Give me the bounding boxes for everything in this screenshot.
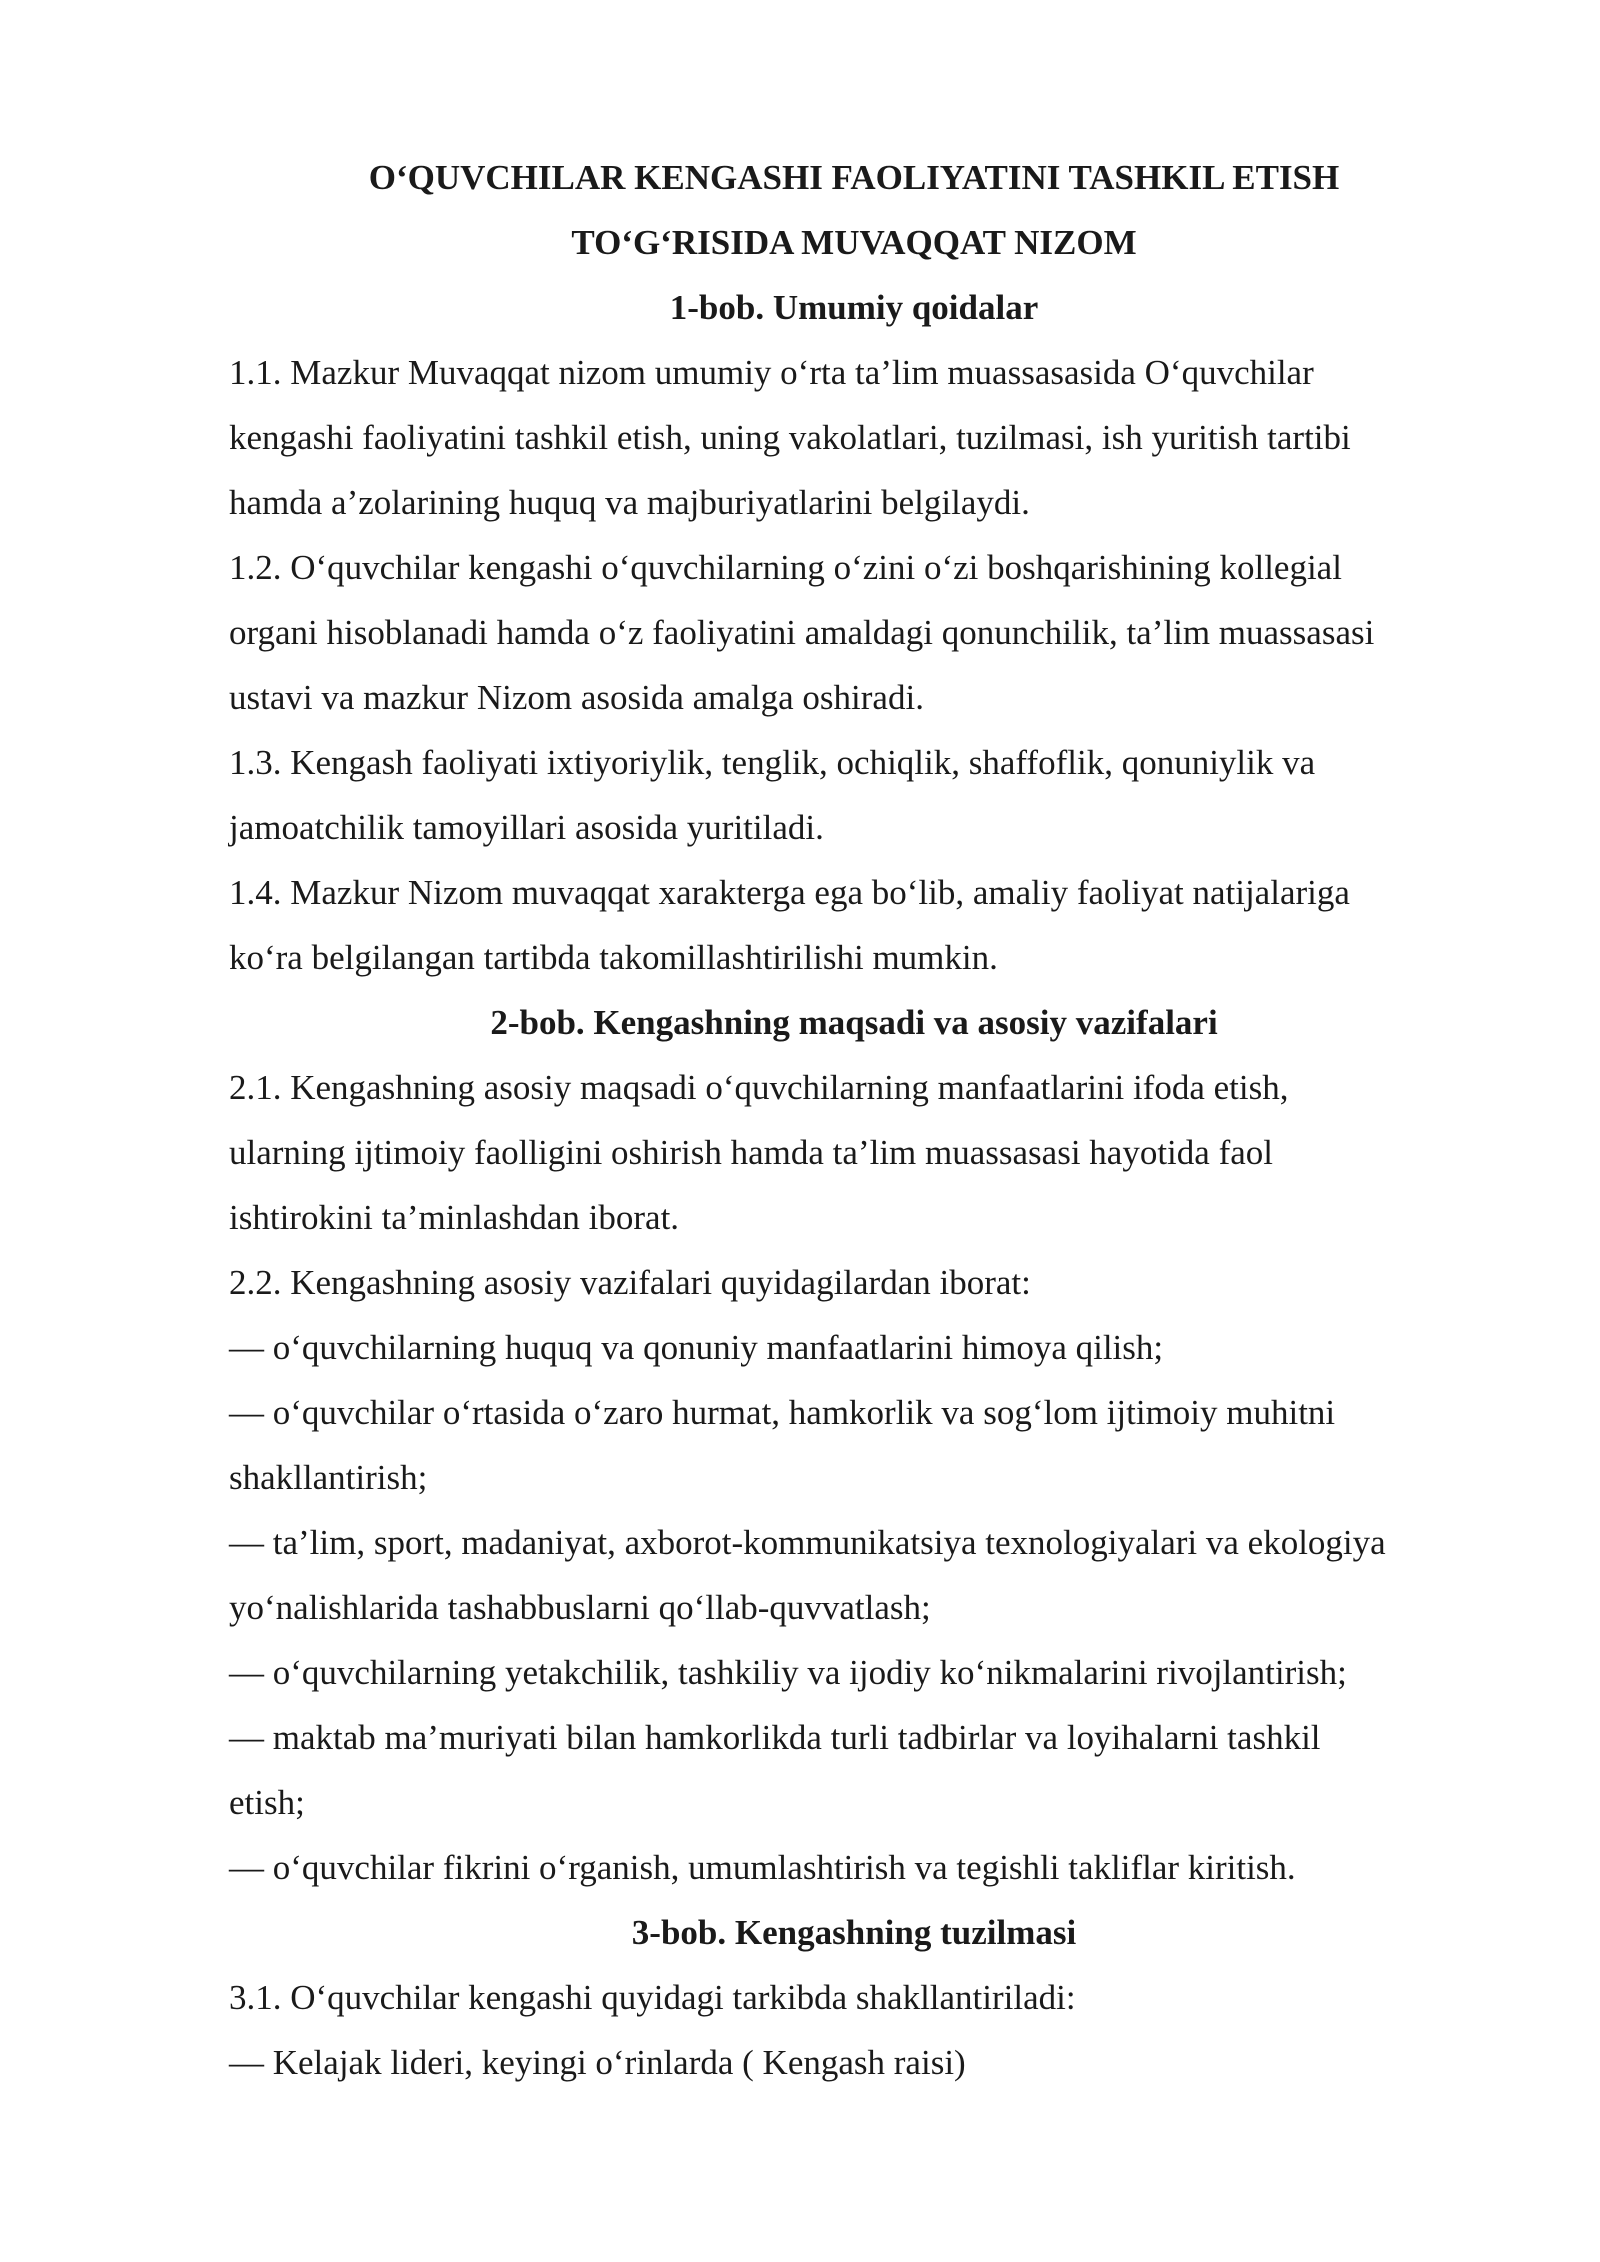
paragraph-line: 1.4. Mazkur Nizom muvaqqat xarakterga ega bo‘lib, amaliy faoliyat natijalariga	[229, 873, 1350, 912]
paragraph-line: ishtirokini ta’minlashdan iborat.	[229, 1198, 680, 1237]
paragraph-line: 3.1. O‘quvchilar kengashi quyidagi tarkibda shakllantiriladi:	[229, 1978, 1076, 2017]
list-item-line: yo‘nalishlarida tashabbuslarni qo‘llab-quvvatlash;	[229, 1588, 931, 1627]
paragraph-line: 2.1. Kengashning asosiy maqsadi o‘quvchilarning manfaatlarini ifoda etish,	[229, 1068, 1289, 1107]
paragraph-line: hamda a’zolarining huquq va majburiyatlarini belgilaydi.	[229, 483, 1030, 522]
document-title-line-2: TO‘G‘RISIDA MUVAQQAT NIZOM	[571, 223, 1137, 262]
chapter-1-heading: 1-bob. Umumiy qoidalar	[669, 288, 1039, 327]
list-item-line: — maktab ma’muriyati bilan hamkorlikda turli tadbirlar va loyihalarni tashkil	[229, 1718, 1321, 1757]
paragraph-line: ko‘ra belgilangan tartibda takomillashtirilishi mumkin.	[229, 938, 998, 977]
list-item-line: — o‘quvchilarning yetakchilik, tashkiliy va ijodiy ko‘nikmalarini rivojlantirish;	[229, 1653, 1347, 1692]
list-item-line: — o‘quvchilar o‘rtasida o‘zaro hurmat, hamkorlik va sog‘lom ijtimoiy muhitni	[229, 1393, 1336, 1432]
list-item-line: etish;	[229, 1783, 305, 1822]
document-body	[229, 145, 1479, 2095]
document-title-line-1: O‘QUVCHILAR KENGASHI FAOLIYATINI TASHKIL ETISH	[368, 158, 1340, 197]
paragraph-line: ustavi va mazkur Nizom asosida amalga oshiradi.	[229, 678, 924, 717]
list-item-line: — ta’lim, sport, madaniyat, axborot-kommunikatsiya texnologiyalari va ekologiya	[229, 1523, 1386, 1562]
paragraph-line: 2.2. Kengashning asosiy vazifalari quyidagilardan iborat:	[229, 1263, 1031, 1302]
paragraph-line: 1.1. Mazkur Muvaqqat nizom umumiy o‘rta ta’lim muassasasida O‘quvchilar	[229, 353, 1314, 392]
paragraph-line: ularning ijtimoiy faolligini oshirish hamda ta’lim muassasasi hayotida faol	[229, 1133, 1273, 1172]
list-item-line: shakllantirish;	[229, 1458, 428, 1497]
list-item-line: — o‘quvchilar fikrini o‘rganish, umumlashtirish va tegishli takliflar kiritish.	[229, 1848, 1296, 1887]
chapter-2-heading: 2-bob. Kengashning maqsadi va asosiy vazifalari	[490, 1003, 1218, 1042]
list-item-line: — o‘quvchilarning huquq va qonuniy manfaatlarini himoya qilish;	[229, 1328, 1164, 1367]
paragraph-line: jamoatchilik tamoyillari asosida yuritiladi.	[229, 808, 824, 847]
list-item-line: — Kelajak lideri, keyingi o‘rinlarda ( Kengash raisi)	[229, 2043, 966, 2082]
paragraph-line: kengashi faoliyatini tashkil etish, uning vakolatlari, tuzilmasi, ish yuritish tartibi	[229, 418, 1351, 457]
paragraph-line: organi hisoblanadi hamda o‘z faoliyatini amaldagi qonunchilik, ta’lim muassasasi	[229, 613, 1375, 652]
paragraph-line: 1.3. Kengash faoliyati ixtiyoriylik, tenglik, ochiqlik, shaffoflik, qonuniylik va	[229, 743, 1316, 782]
paragraph-line: 1.2. O‘quvchilar kengashi o‘quvchilarning o‘zini o‘zi boshqarishining kollegial	[229, 548, 1342, 587]
chapter-3-heading: 3-bob. Kengashning tuzilmasi	[631, 1913, 1077, 1952]
